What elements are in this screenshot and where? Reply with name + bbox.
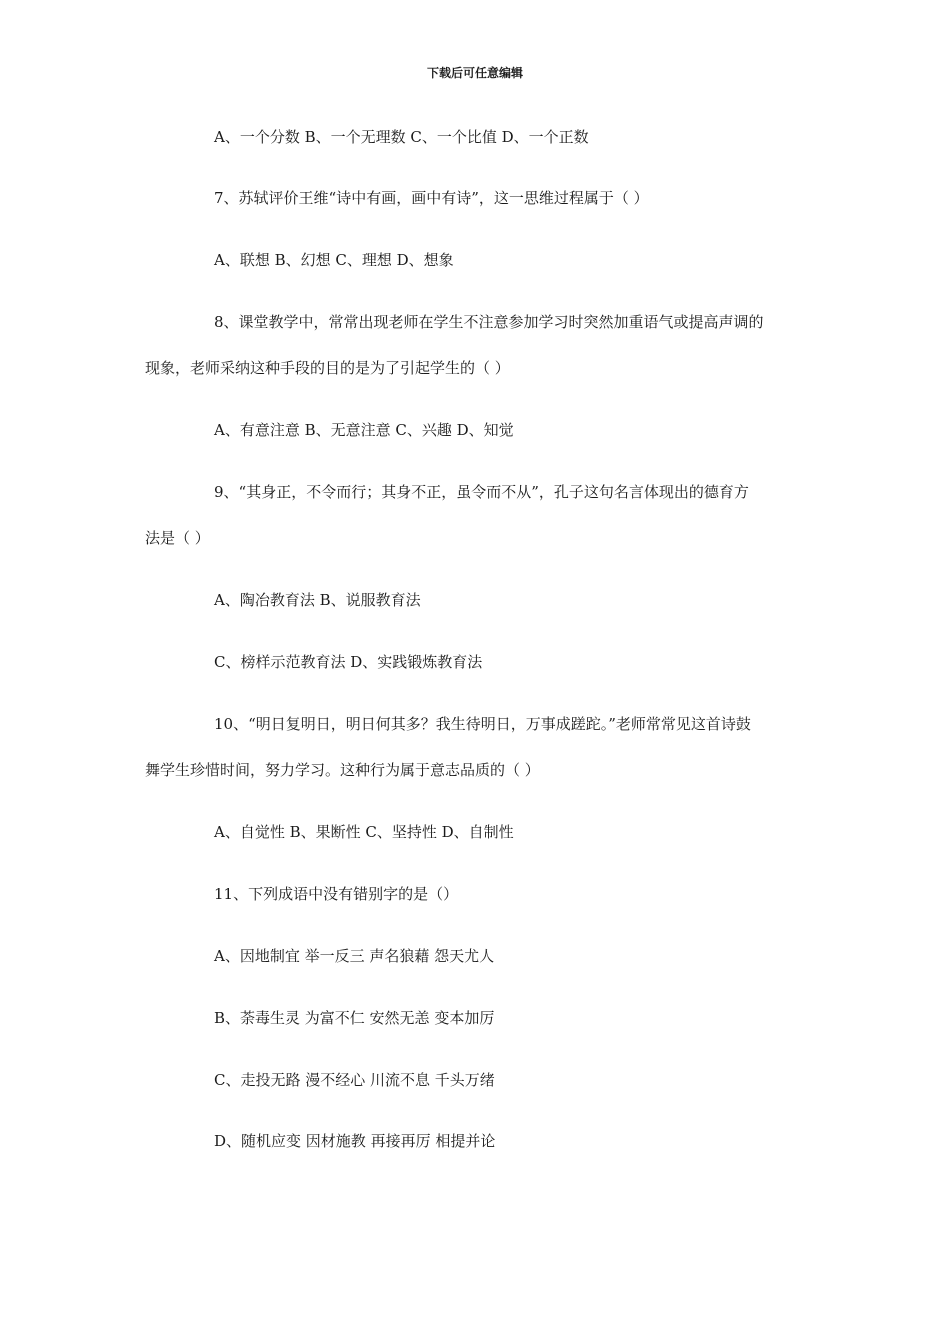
option-line: C、榜样示范教育法 D、实践锻炼教育法	[214, 653, 483, 671]
option-line: A、陶冶教育法 B、说服教育法	[214, 591, 421, 609]
question-9-continued: 法是（ ）	[145, 529, 210, 547]
question-10-continued: 舞学生珍惜时间，努力学习。这种行为属于意志品质的（ ）	[145, 761, 540, 779]
question-7: 7、苏轼评价王维“诗中有画，画中有诗”，这一思维过程属于（ ）	[214, 189, 649, 207]
question-8: 8、课堂教学中，常常出现老师在学生不注意参加学习时突然加重语气或提高声调的	[214, 313, 764, 331]
option-line: B、荼毒生灵 为富不仁 安然无恙 变本加厉	[214, 1009, 495, 1027]
option-line: D、随机应变 因材施教 再接再厉 相提并论	[214, 1132, 496, 1150]
option-line: A、一个分数 B、一个无理数 C、一个比值 D、一个正数	[214, 128, 589, 146]
option-line: C、走投无路 漫不经心 川流不息 千头万绪	[214, 1071, 495, 1089]
page-header: 下载后可任意编辑	[426, 66, 523, 80]
question-11: 11、下列成语中没有错别字的是（）	[214, 885, 459, 903]
option-line: A、有意注意 B、无意注意 C、兴趣 D、知觉	[214, 421, 514, 439]
question-10: 10、“明日复明日，明日何其多？我生待明日，万事成蹉跎。”老师常常见这首诗鼓	[214, 715, 751, 733]
question-8-continued: 现象，老师采纳这种手段的目的是为了引起学生的（ ）	[145, 359, 510, 377]
option-line: A、联想 B、幻想 C、理想 D、想象	[214, 251, 454, 269]
option-line: A、因地制宜 举一反三 声名狼藉 怨天尤人	[214, 947, 495, 965]
question-9: 9、“其身正，不令而行；其身不正，虽令而不从”，孔子这句名言体现出的德育方	[214, 483, 749, 501]
option-line: A、自觉性 B、果断性 C、坚持性 D、自制性	[214, 823, 514, 841]
